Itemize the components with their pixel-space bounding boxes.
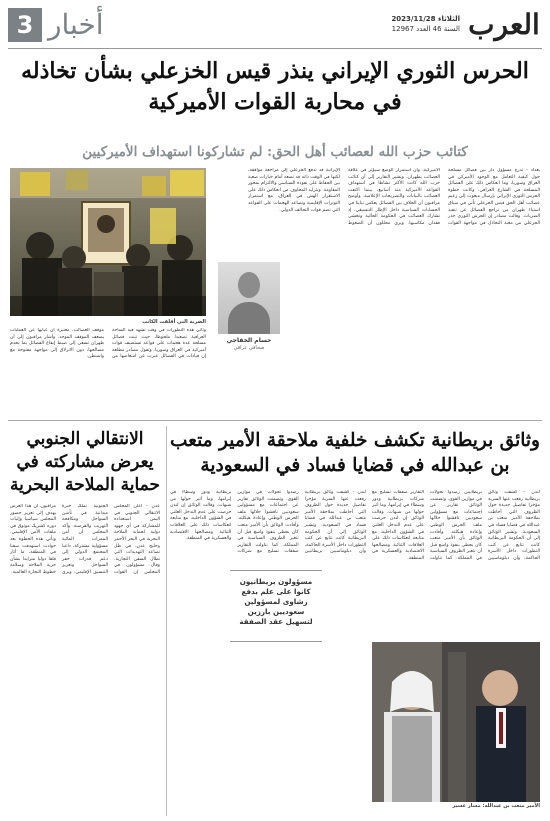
main-headline: الحرس الثوري الإيراني ينذر قيس الخزعلي بشأن تخاذله في محاربة القوات الأميركية (21, 58, 529, 115)
masthead (8, 6, 542, 48)
main-subheadline: كتائب حزب الله لعصائب أهل الحق: لم تشاركونا استهداف الأميركيين (82, 144, 468, 160)
story2-photo (372, 642, 540, 802)
section-title: أخبار (48, 8, 104, 41)
issue-info (391, 14, 460, 34)
author-photo (218, 262, 280, 334)
section-number: 3 (8, 8, 42, 42)
author-name: حسام الخفاجي (226, 337, 272, 344)
story2-photo-caption: الأمير متعب بن عبدالله: مسار عسير (452, 803, 540, 809)
story3-headline: الانتقالي الجنوبي يعرض مشاركته في حماية الملاحة البحرية (10, 429, 160, 495)
story2-body-continued: لندن - كشفت وثائق بريطانية رفعت عنها السرية مؤخرا تفاصيل جديدة حول الظروف التي أحاطت بملاحقة الأمير متعب بن عبدالله في قضايا فساد في السعودية. وتشير الوثائق إلى أن الحكومة البريطانية كانت تتابع عن كثب التطورات داخل الأسرة الحاكمة، وأن دبلوماسيين بريطانيين رصدوا تحولات في موازين القوى. وتضمنت الوثائق تقارير عن اجتماعات مع مسؤولين سعوديين ناقشوا خلالها ملف الحرس الوطني وإعادة هيكلته. وأفادت الوثائق بأن الأمير متعب كان يحظى بنفوذ واسع قبل أن تتغير الظروف السياسية في المملكة. كما تناولت التقارير صفقات تسليح مع شركات بريطانية ودور وسطاء في إبرامها، وما أثير حولها من شبهات. وقالت الوثائق إن لندن حرصت على عدم التدخل العلني في الشؤون الداخلية، مع متابعة انعكاسات ذلك على العلاقات الثنائية ومصالحها الاقتصادية والعسكرية في المنطقة. (170, 490, 366, 555)
story3-body: عدن - أعلن المجلس الانتقالي الجنوبي في اليمن استعداده للمشاركة في أي جهود دولية لحماية الملاحة البحرية في البحر الأحمر وخليج عدن، في ظل تصاعد التهديدات التي تطال السفن التجارية. وقال مسؤولون في المجلس إن القوات الجنوبية تملك خبرة ميدانية في تأمين السواحل ومكافحة التهريب والقرصنة. وأكد المجلس أن أمن الممرات المائية مسؤولية مشتركة، داعيا المجتمع الدولي إلى دعم قدرات خفر السواحل وتعزيز التنسيق الإقليمي. ويرى مراقبون أن هذا العرض يهدف إلى تعزيز حضور المجلس سياسيا وإثبات دوره كشريك موثوق في ملفات الأمن الإقليمي. وتأتي هذه الخطوة بعد حوادث استهدفت سفنا في المنطقة، ما أثار قلقا دوليا متزايدا بشأن حرية الملاحة وسلامة خطوط التجارة العالمية. (10, 504, 160, 575)
section-header (8, 8, 198, 44)
issue-number: السنة 46 العدد 12967 (391, 25, 460, 33)
section-divider (8, 420, 542, 421)
officials-photo-illustration (372, 642, 540, 802)
newspaper-logo: العرب (468, 8, 540, 41)
main-story-body: بغداد - تدرج مسؤول دار بين فصائل مسلحة حول كيفية التعامل مع الوجود الأميركي في العراق وسوريا، وما انعكاس ذلك على الفصائل المسلحة في الشارع العراقي. وكانت خطوة الحرس الثوري الإيراني بإرسال مبعوث إلى زعيم عصائب أهل الحق قيس الخزعلي تأتي في سياق استياء طهران من تراجع الفصائل عن تنفيذ الضربات. وقالت مصادر إن الحرس الثوري حذر الخزعلي من مغبة التخاذل في مواجهة القوات الأميركية، وأن استمرار الوضع سيؤثر في علاقة العصائب بطهران. وتشير التقارير إلى أن كتائب حزب الله كانت الأكثر نشاطا في استهداف القواعد الأميركية منذ أسابيع، بينما اكتفت العصائب بالبيانات والتصريحات الإعلامية. وأوضح مراقبون أن الخلاف بين الفصائل يعكس تباينا في الحسابات السياسية داخل الإطار التنسيقي، إذ تشارك العصائب في الحكومة الحالية وتخشى فقدان مكاسبها. ويرى محللون أن الضغوط الإيرانية قد تدفع الخزعلي إلى مراجعة مواقفه، لكنها في الوقت ذاته قد تضعه أمام خيارات صعبة بين الحفاظ على نفوذه السياسي والالتزام بمحور المقاومة. وتتزايد المخاوف من انعكاس ذلك على الاستقرار الهش في العراق، مع استمرار التوترات الإقليمية وتصاعد الهجمات على القواعد التي تضم قوات التحالف الدولي. (248, 168, 540, 226)
column-divider (166, 426, 167, 816)
story2-pull-quote (230, 570, 322, 642)
author-role: صحافي عراقي (233, 345, 265, 351)
crowd-photo-illustration (10, 168, 206, 316)
masthead-divider (8, 48, 542, 49)
author-card (208, 262, 290, 380)
issue-date: الثلاثاء 2023/11/28 (391, 15, 460, 23)
pull-quote-text: مسؤولون بريطانيون كانوا على علم بدفع رشاوى لمسؤولين سعوديين بارزين لتسهيل عقد الصفقة (239, 577, 313, 626)
main-story-photo (10, 168, 206, 316)
story2-body: لندن - كشفت وثائق بريطانية رفعت عنها السرية مؤخرا تفاصيل جديدة حول الظروف التي أحاطت بملاحقة الأمير متعب بن عبدالله في قضايا فساد في السعودية. وتشير الوثائق إلى أن الحكومة البريطانية كانت تتابع عن كثب التطورات داخل الأسرة الحاكمة، وأن دبلوماسيين بريطانيين رصدوا تحولات في موازين القوى. وتضمنت الوثائق تقارير عن اجتماعات مع مسؤولين سعوديين ناقشوا خلالها ملف الحرس الوطني وإعادة هيكلته. وأفادت الوثائق بأن الأمير متعب كان يحظى بنفوذ واسع قبل أن تتغير الظروف السياسية في المملكة. كما تناولت التقارير صفقات تسليح مع شركات بريطانية ودور وسطاء في إبرامها، وما أثير حولها من شبهات. وقالت الوثائق إن لندن حرصت على عدم التدخل العلني في الشؤون الداخلية، مع متابعة انعكاسات ذلك على العلاقات الثنائية ومصالحها الاقتصادية والعسكرية في المنطقة. (372, 490, 540, 561)
story2-headline: وثائق بريطانية تكشف خلفية ملاحقة الأمير متعب بن عبدالله في قضايا فساد في السعودية (170, 430, 540, 476)
main-story-body-continued: وتأتي هذه التطورات في وقت تشهد فيه الساحة العراقية تصعيدا ملحوظا، حيث تبنت فصائل مسلحة عدة هجمات على قواعد تستضيف قوات أميركية في العراق وسوريا. وتقول مصادر مطلعة إن قيادات في الفصائل عبرت عن امتعاضها من موقف العصائب، معتبرة أن غيابها عن العمليات يضعف الموقف الموحد. وأشار مراقبون إلى أن طهران تسعى إلى ضبط إيقاع الفصائل بما يخدم مصالحها، دون الانزلاق إلى مواجهة مفتوحة مع واشنطن. (10, 328, 206, 360)
main-photo-caption: الضربة التي أقلقت الكاتب (142, 319, 206, 325)
